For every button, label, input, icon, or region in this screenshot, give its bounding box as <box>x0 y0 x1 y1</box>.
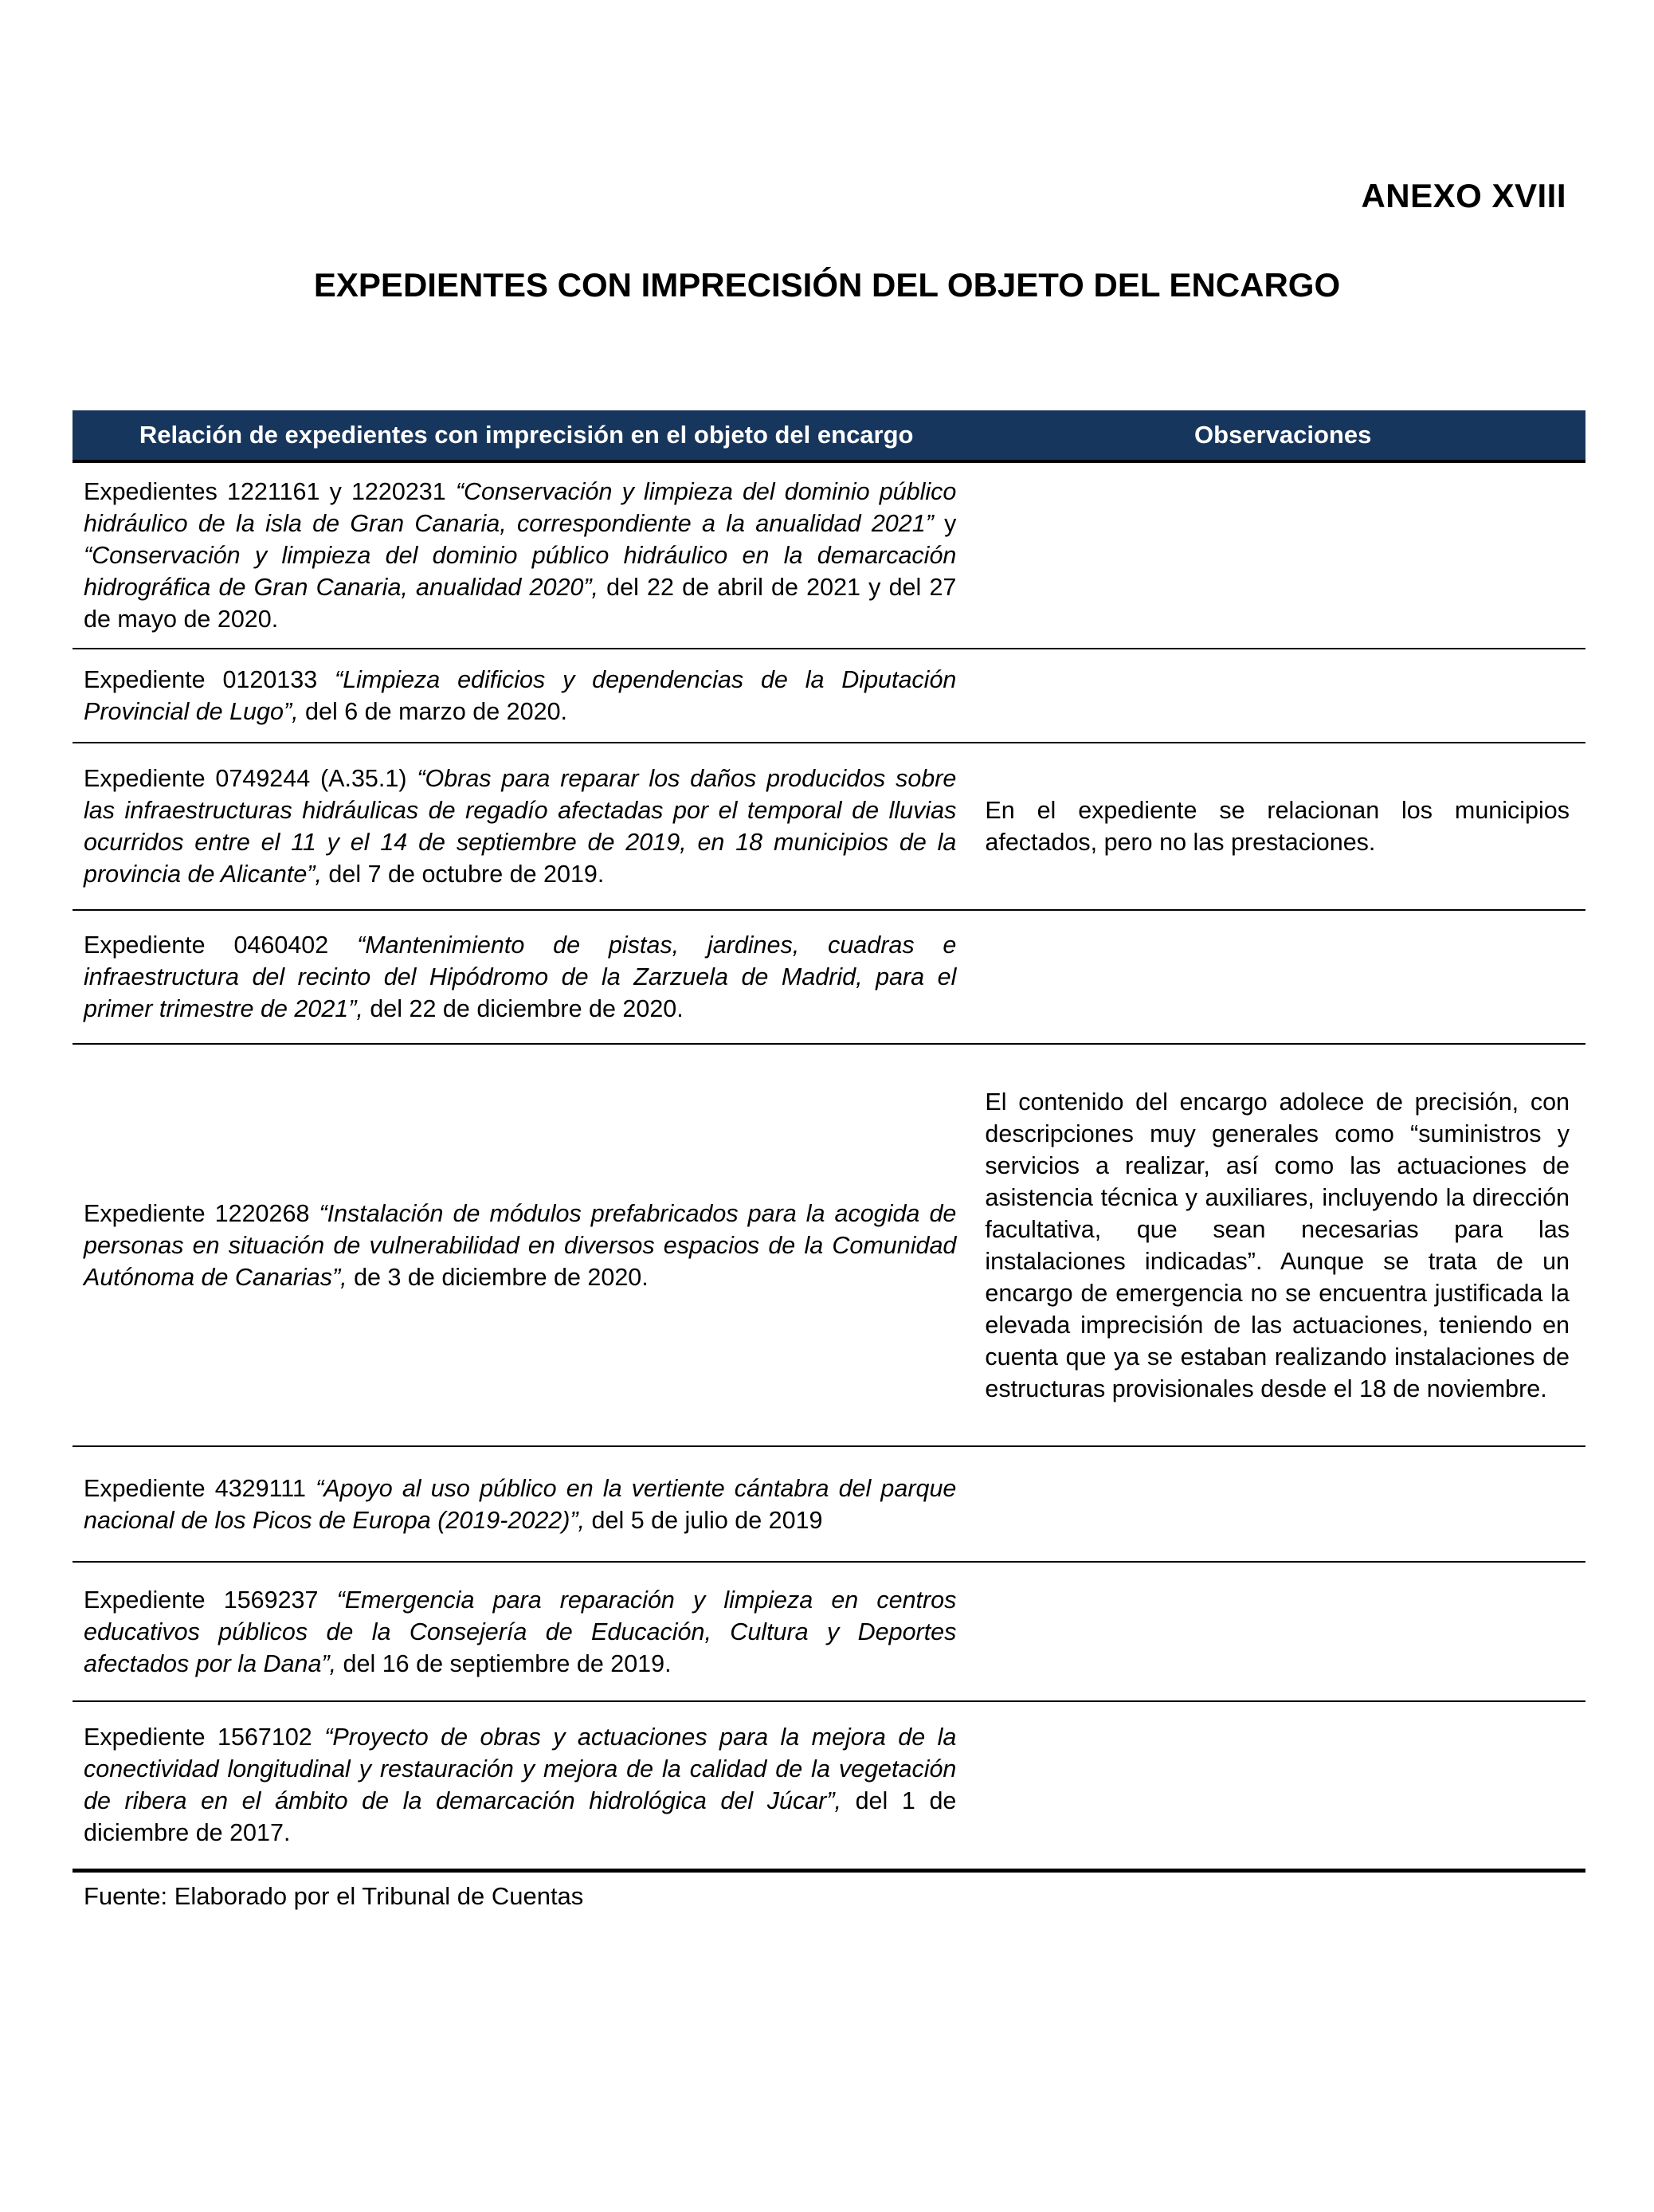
expediente-cell: Expediente 1220268 “Instalación de módulos prefabricados para la acogida de personas en situación de vulnerabilidad en diversos espacios de la Comunidad Autónoma de Canarias”, de 3 de diciembre de 2020. <box>73 1044 980 1446</box>
table-row <box>73 1044 1585 1446</box>
table-row <box>73 461 1585 649</box>
expedientes-table <box>73 410 1585 1873</box>
observacion-cell <box>980 1562 1585 1701</box>
expediente-cell: Expedientes 1221161 y 1220231 “Conservación y limpieza del dominio público hidráulico de la isla de Gran Canaria, correspondiente a la anualidad 2021” y “Conservación y limpieza del dominio público hidráulico en la demarcación hidrográfica de Gran Canaria, anualidad 2020”, del 22 de abril de 2021 y del 27 de mayo de 2020. <box>73 461 980 649</box>
observacion-cell <box>980 461 1585 649</box>
page-title: EXPEDIENTES CON IMPRECISIÓN DEL OBJETO DEL ENCARGO <box>313 266 1341 304</box>
expediente-cell: Expediente 4329111 “Apoyo al uso público en la vertiente cántabra del parque nacional de los Picos de Europa (2019-2022)”, del 5 de julio de 2019 <box>73 1446 980 1562</box>
observacion-cell: En el expediente se relacionan los municipios afectados, pero no las prestaciones. <box>980 743 1585 910</box>
table-row <box>73 1562 1585 1701</box>
header-cell-expedientes: Relación de expedientes con imprecisión en el objeto del encargo <box>73 410 980 461</box>
table-row <box>73 649 1585 743</box>
observacion-cell <box>980 1701 1585 1870</box>
table-header-row <box>73 410 1585 461</box>
annex-label: ANEXO XVIII <box>1361 177 1566 214</box>
expediente-cell: Expediente 1569237 “Emergencia para reparación y limpieza en centros educativos públicos de la Consejería de Educación, Cultura y Deportes afectados por la Dana”, del 16 de septiembre de 2019. <box>73 1562 980 1701</box>
header-cell-observaciones: Observaciones <box>980 410 1585 461</box>
table-row <box>73 1446 1585 1562</box>
observacion-cell: El contenido del encargo adolece de precisión, con descripciones muy generales como “suministros y servicios a realizar, así como las actuaciones de asistencia técnica y auxiliares, incluyendo la dirección facultativa, que sean necesarias para las instalaciones indicadas”. Aunque se trata de un encargo de emergencia no se encuentra justificada la elevada imprecisión de las actuaciones, teniendo en cuenta que ya se estaban realizando instalaciones de estructuras provisionales desde el 18 de noviembre. <box>980 1044 1585 1446</box>
expediente-cell: Expediente 0120133 “Limpieza edificios y dependencias de la Diputación Provincial de Lugo”, del 6 de marzo de 2020. <box>73 649 980 743</box>
table-row <box>73 1701 1585 1870</box>
expediente-cell: Expediente 0460402 “Mantenimiento de pistas, jardines, cuadras e infraestructura del recinto del Hipódromo de la Zarzuela de Madrid, para el primer trimestre de 2021”, del 22 de diciembre de 2020. <box>73 910 980 1044</box>
observacion-cell <box>980 1446 1585 1562</box>
table-row <box>73 743 1585 910</box>
expediente-cell: Expediente 0749244 (A.35.1) “Obras para reparar los daños producidos sobre las infraestructuras hidráulicas de regadío afectadas por el temporal de lluvias ocurridos entre el 11 y el 14 de septiembre de 2019, en 18 municipios de la provincia de Alicante”, del 7 de octubre de 2019. <box>73 743 980 910</box>
table-section <box>73 410 1585 1911</box>
table-body <box>73 461 1585 1870</box>
expediente-cell: Expediente 1567102 “Proyecto de obras y actuaciones para la mejora de la conectividad longitudinal y restauración y mejora de la calidad de la vegetación de ribera en el ámbito de la demarcación hidrológica del Júcar”, del 1 de diciembre de 2017. <box>73 1701 980 1870</box>
observacion-cell <box>980 910 1585 1044</box>
source-note: Fuente: Elaborado por el Tribunal de Cuentas <box>84 1881 584 1910</box>
observacion-cell <box>980 649 1585 743</box>
table-row <box>73 910 1585 1044</box>
